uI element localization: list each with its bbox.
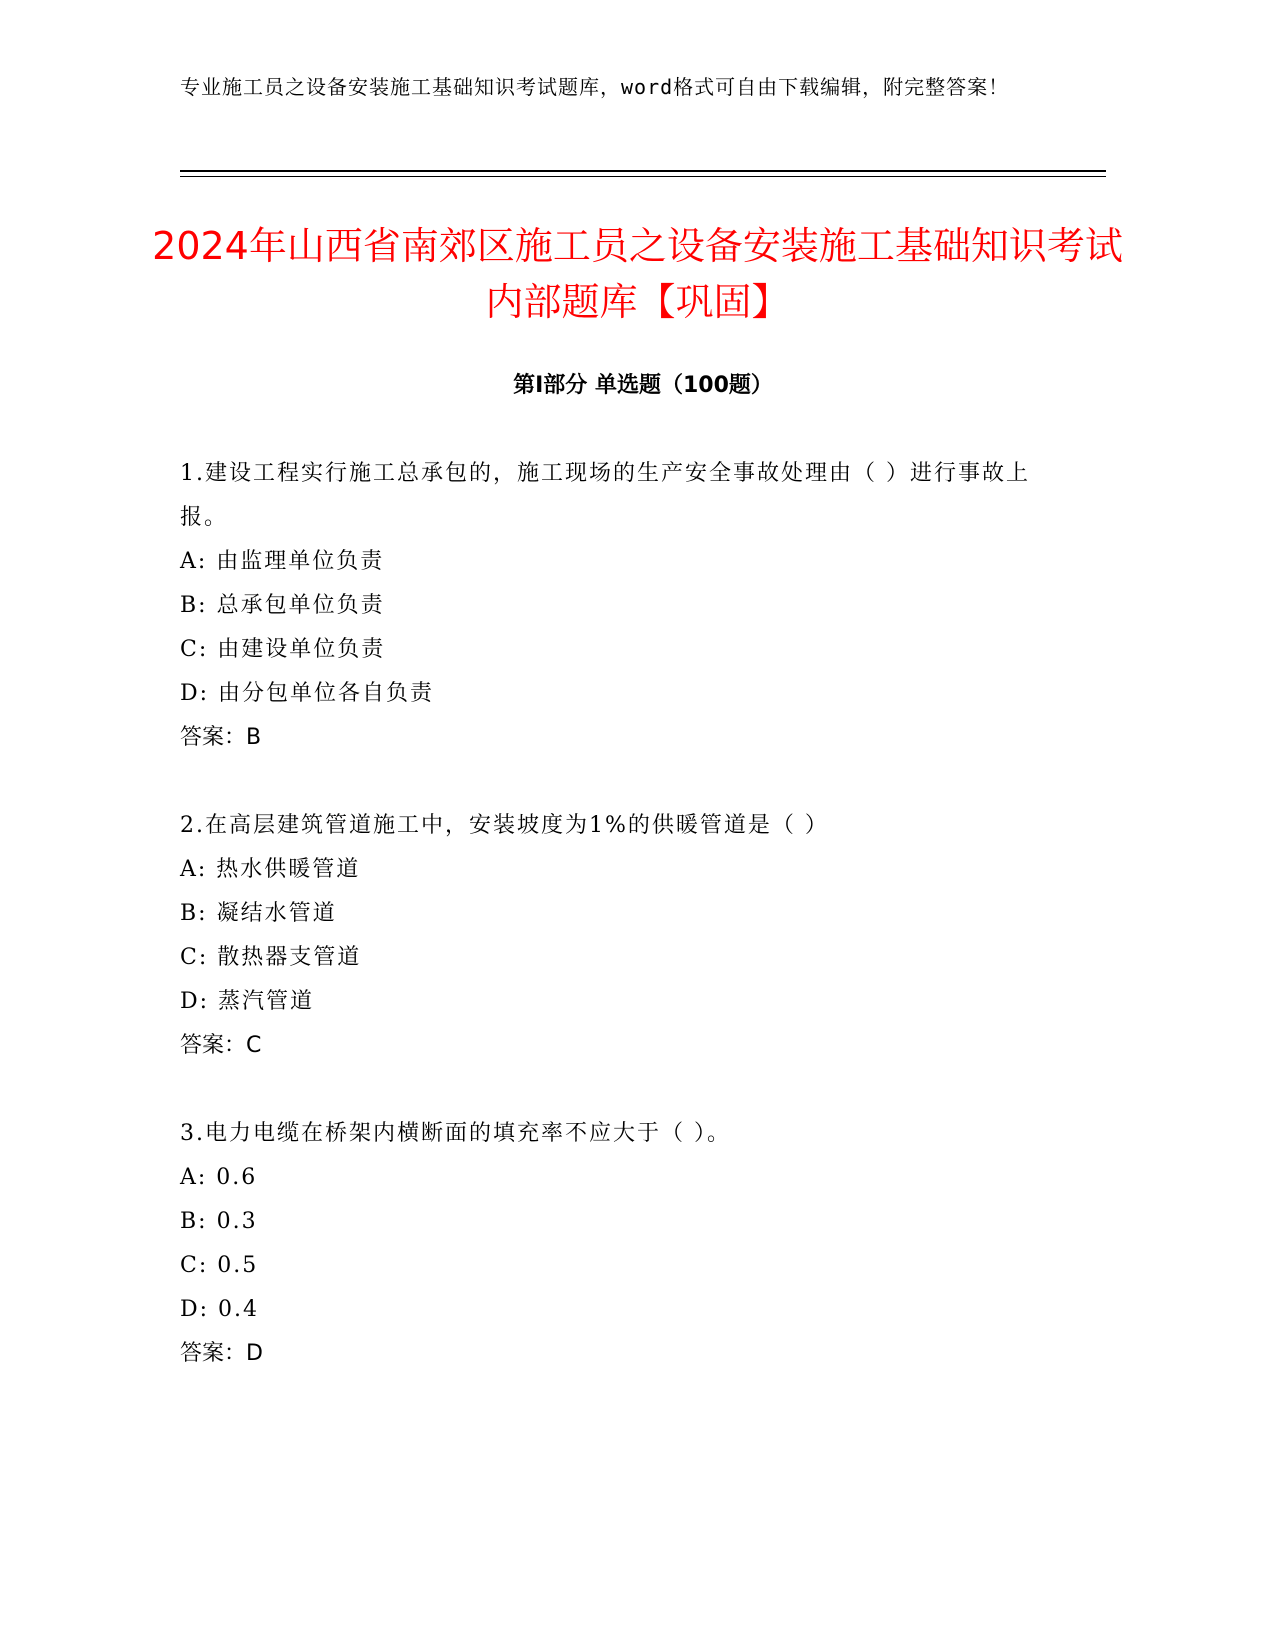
header-note: 专业施工员之设备安装施工基础知识考试题库，word格式可自由下载编辑，附完整答案！ <box>180 75 1010 99</box>
option-a: A: 0.6 <box>180 1165 258 1190</box>
question-3 <box>180 1112 1050 1376</box>
answer: 答案：D <box>180 1341 263 1366</box>
header-rule-thin <box>180 176 1106 177</box>
option-d: D: 由分包单位各自负责 <box>180 681 435 706</box>
document-title: 2024年山西省南郊区施工员之设备安装施工基础知识考试内部题库【巩固】 <box>152 224 1123 324</box>
option-b: B: 凝结水管道 <box>180 901 337 926</box>
question-stem: 3.电力电缆在桥架内横断面的填充率不应大于（ ）。 <box>180 1121 731 1146</box>
option-a: A: 由监理单位负责 <box>180 549 385 574</box>
option-c: C: 散热器支管道 <box>180 945 362 970</box>
option-c: C: 0.5 <box>180 1253 259 1278</box>
question-list <box>180 452 1050 1420</box>
option-b: B: 总承包单位负责 <box>180 593 385 618</box>
question-stem: 2.在高层建筑管道施工中，安装坡度为1%的供暖管道是（ ） <box>180 813 829 838</box>
option-d: D: 0.4 <box>180 1297 260 1322</box>
answer: 答案：B <box>180 725 262 750</box>
question-2 <box>180 804 1050 1068</box>
option-d: D: 蒸汽管道 <box>180 989 315 1014</box>
option-a: A: 热水供暖管道 <box>180 857 361 882</box>
option-b: B: 0.3 <box>180 1209 258 1234</box>
header-rule-thick <box>180 170 1106 172</box>
question-stem: 1.建设工程实行施工总承包的，施工现场的生产安全事故处理由（ ）进行事故上报。 <box>180 461 1030 530</box>
answer: 答案：C <box>180 1033 262 1058</box>
section-title: 第Ⅰ部分 单选题（100题） <box>513 373 773 398</box>
question-1 <box>180 452 1050 760</box>
option-c: C: 由建设单位负责 <box>180 637 386 662</box>
